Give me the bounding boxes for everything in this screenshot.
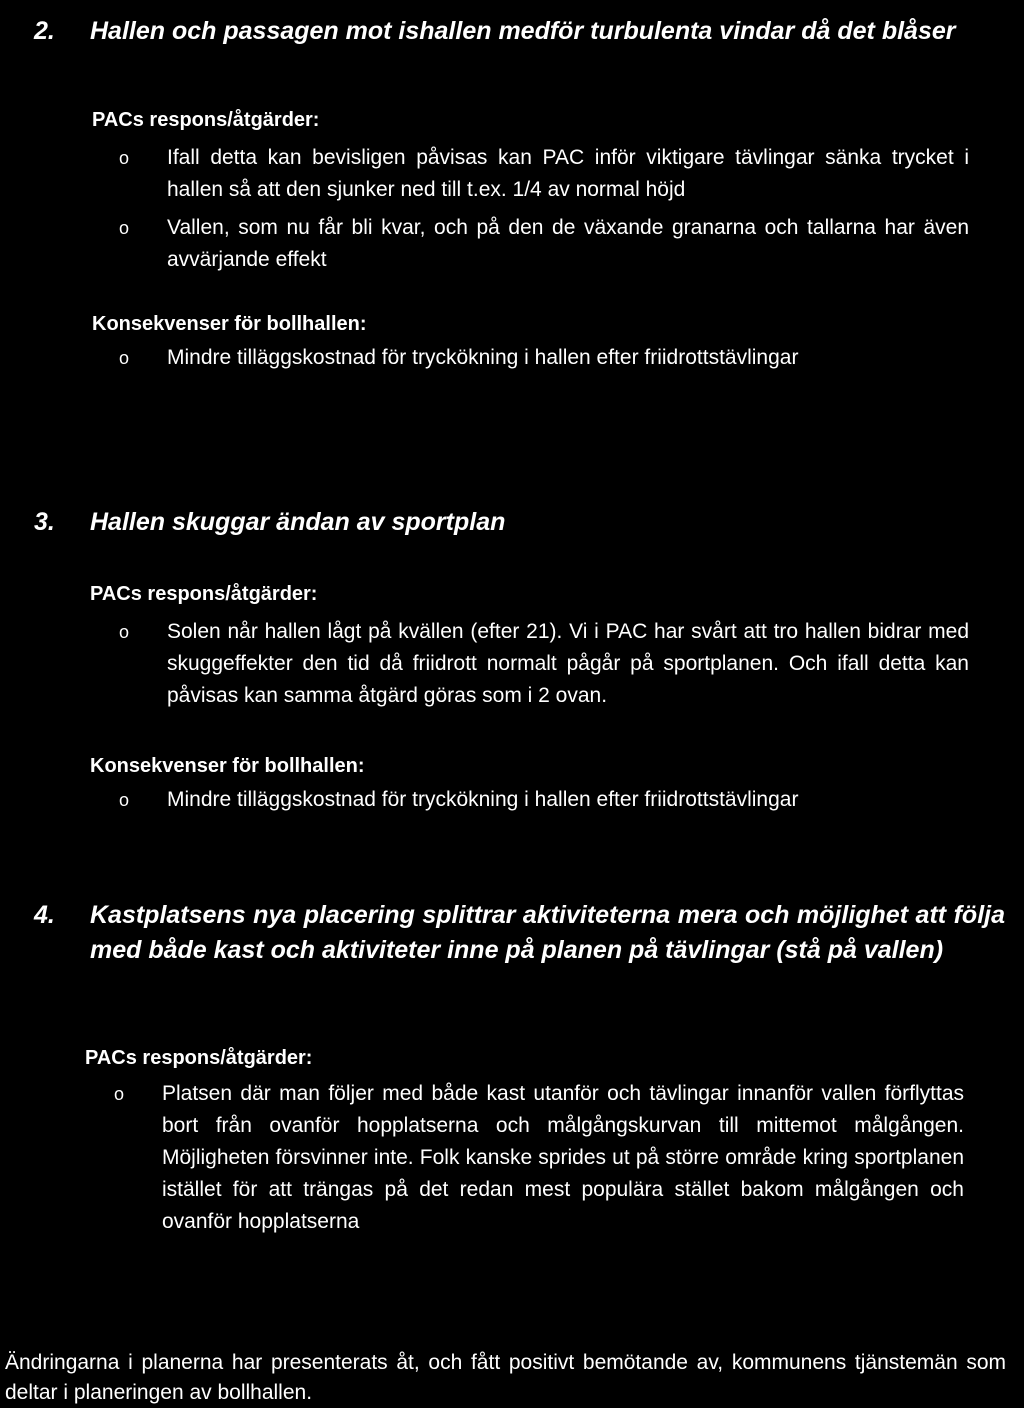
section-4-response-label: PACs respons/åtgärder: <box>85 1047 313 1069</box>
bullet-marker: o <box>119 348 130 368</box>
section-4-response-text: Platsen där man följer med både kast utanför och tävlingar innanför vallen förflyttas bort från ovanför hopplatserna och målgångskurvan till mittemot målgången. Möjligheten försvinner inte. Folk kanske sprides ut på större område kring sportplanen istället för att trängas på det redan mest populära stället bakom målgången och ovanför hopplatserna <box>162 1082 964 1233</box>
section-2-response-text: Vallen, som nu får bli kvar, och på den de växande granarna och tallarna har även avvärjande effekt <box>167 216 969 271</box>
section-2-number: 2. <box>34 17 55 45</box>
section-3-response-label: PACs respons/åtgärder: <box>90 583 318 605</box>
section-4-number: 4. <box>34 901 55 929</box>
bullet-marker: o <box>114 1084 125 1104</box>
section-2-response-label: PACs respons/åtgärder: <box>92 109 320 131</box>
bullet-marker: o <box>119 622 130 642</box>
section-2-title: Hallen och passagen mot ishallen medför turbulenta vindar då det blåser <box>90 17 956 45</box>
bullet-marker: o <box>119 218 130 238</box>
section-3-consequence-text: Mindre tilläggskostnad för tryckökning i hallen efter friidrottstävlingar <box>167 788 799 811</box>
section-2-consequence-text: Mindre tilläggskostnad för tryckökning i hallen efter friidrottstävlingar <box>167 346 799 369</box>
section-2-response-text: Ifall detta kan bevisligen påvisas kan PAC inför viktigare tävlingar sänka trycket i hallen så att den sjunker ned till t.ex. 1/4 av normal höjd <box>167 146 969 201</box>
section-4-title: Kastplatsens nya placering splittrar aktiviteterna mera och möjlighet att följa med både kast och aktiviteter inne på planen på tävlingar (stå på vallen) <box>90 901 1005 964</box>
closing-paragraph: Ändringarna i planerna har presenterats åt, och fått positivt bemötande av, kommunens tjänstemän som deltar i planeringen av bollhallen. <box>5 1351 1006 1404</box>
section-2-consequence-label: Konsekvenser för bollhallen: <box>92 313 367 335</box>
section-3-consequence-label: Konsekvenser för bollhallen: <box>90 755 365 777</box>
bullet-marker: o <box>119 148 130 168</box>
section-3-number: 3. <box>34 508 55 536</box>
bullet-marker: o <box>119 790 130 810</box>
section-3-response-text: Solen når hallen lågt på kvällen (efter 21). Vi i PAC har svårt att tro hallen bidrar med skuggeffekter den tid då friidrott normalt pågår på sportplanen. Och ifall detta kan påvisas kan samma åtgärd göras som i 2 ovan. <box>167 620 969 707</box>
section-3-title: Hallen skuggar ändan av sportplan <box>90 508 506 536</box>
